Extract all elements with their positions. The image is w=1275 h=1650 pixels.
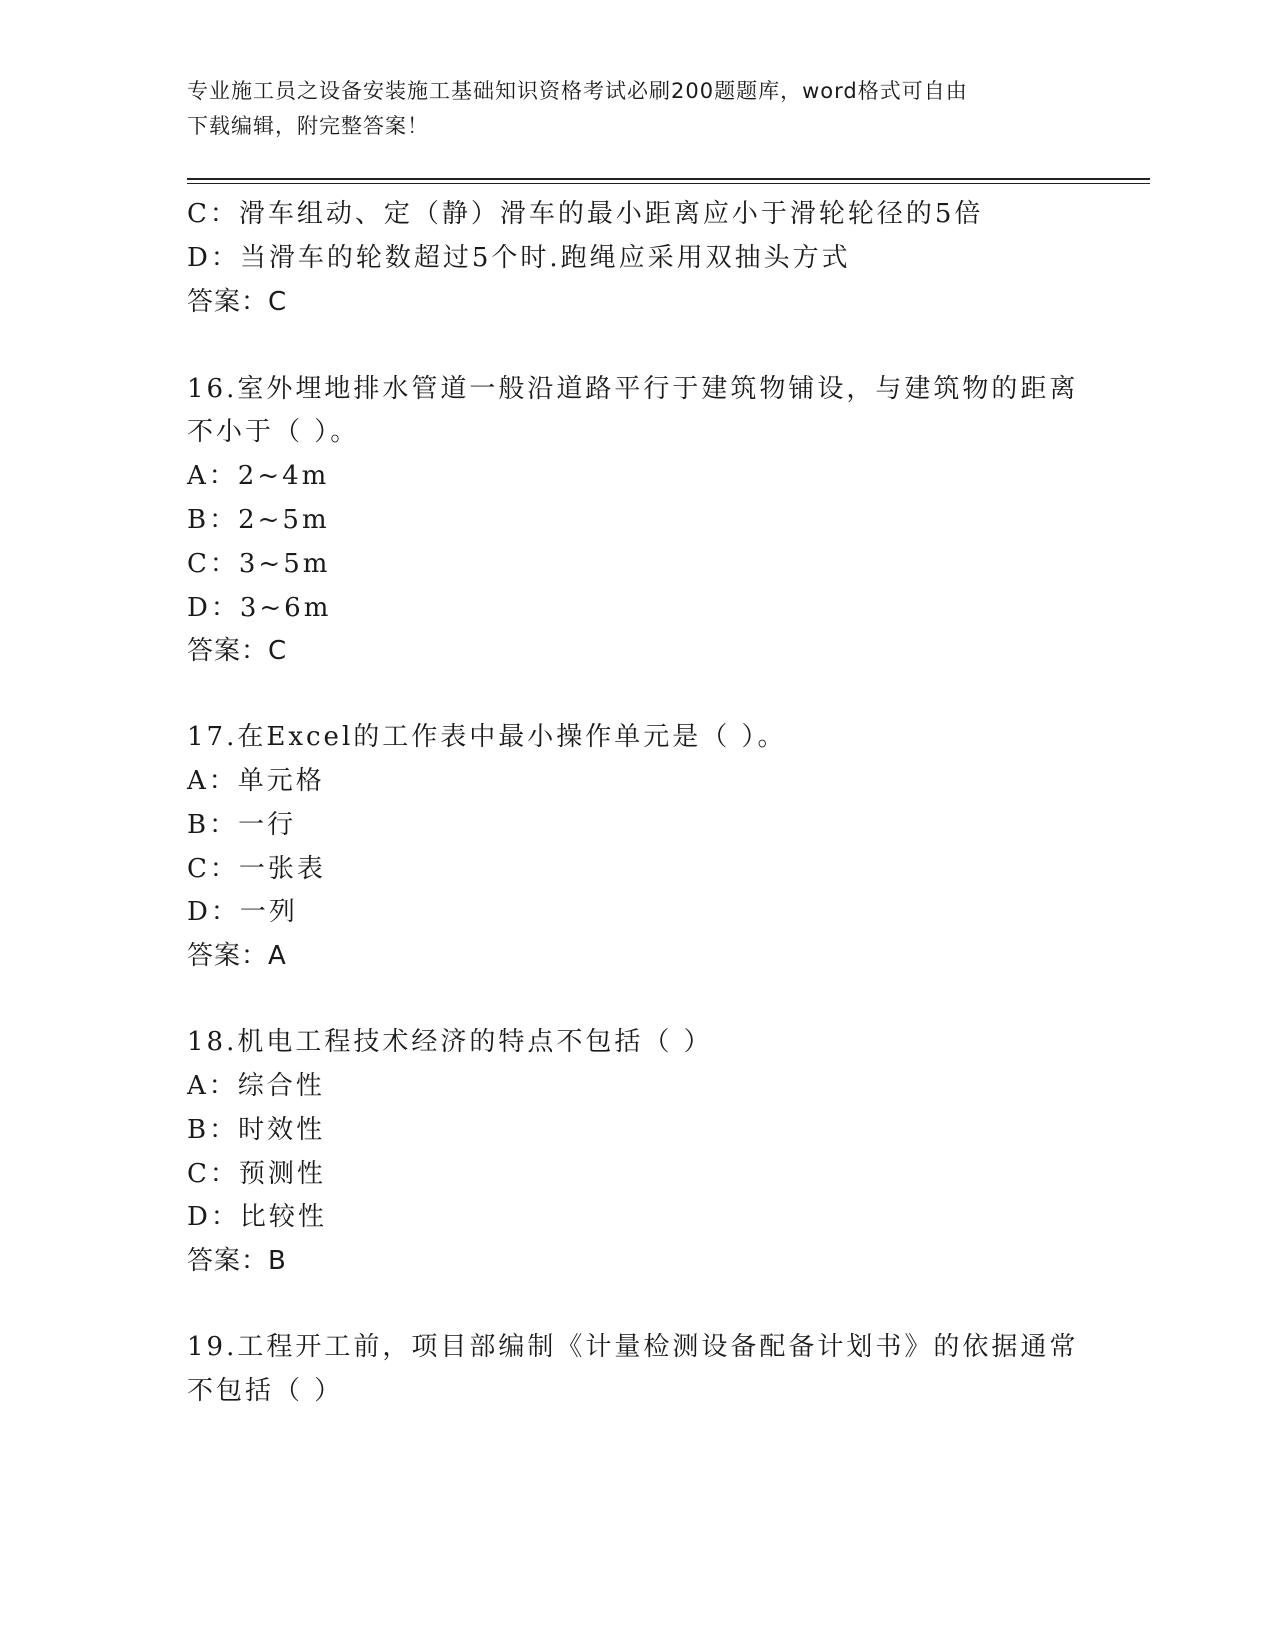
q17-option-c: C：一张表 xyxy=(187,854,326,884)
q17-option-d: D：一列 xyxy=(187,897,298,927)
q18-option-d: D：比较性 xyxy=(187,1202,327,1232)
q18-stem-line-1: 18.机电工程技术经济的特点不包括（ ） xyxy=(187,1027,713,1057)
header-line-1: 专业施工员之设备安装施工基础知识资格考试必刷200题题库，word格式可自由 xyxy=(187,79,968,103)
q16-stem-line-1: 16.室外埋地排水管道一般沿道路平行于建筑物铺设，与建筑物的距离 xyxy=(187,374,1079,404)
q18-option-c: C：预测性 xyxy=(187,1159,326,1189)
q17-stem-line-1: 17.在Excel的工作表中最小操作单元是（ ）。 xyxy=(187,722,787,752)
header-rule-thick xyxy=(187,178,1150,180)
q17-answer: 答案：A xyxy=(187,941,287,971)
q17-option-b: B：一行 xyxy=(187,810,297,840)
q16-stem-line-2: 不小于（ ）。 xyxy=(187,417,360,447)
q16-option-b: B：2~5m xyxy=(187,505,330,535)
q15-answer: 答案：C xyxy=(187,287,288,317)
q18-option-a: A：综合性 xyxy=(187,1071,325,1101)
q16-answer: 答案：C xyxy=(187,636,288,666)
q16-option-a: A：2~4m xyxy=(187,461,330,491)
q16-option-c: C：3~5m xyxy=(187,549,331,579)
q18-option-b: B：时效性 xyxy=(187,1115,326,1145)
header-line-2: 下载编辑，附完整答案！ xyxy=(187,114,429,138)
q17-option-a: A：单元格 xyxy=(187,766,325,796)
document-header xyxy=(187,74,1067,144)
q16-option-d: D：3~6m xyxy=(187,593,332,623)
header-rule-thin xyxy=(187,183,1150,184)
q15-option-c: C：滑车组动、定（静）滑车的最小距离应小于滑轮轮径的5倍 xyxy=(187,199,984,229)
q19-stem-line-1: 19.工程开工前，项目部编制《计量检测设备配备计划书》的依据通常 xyxy=(187,1332,1079,1362)
q18-answer: 答案：B xyxy=(187,1246,287,1276)
q15-option-d: D：当滑车的轮数超过5个时.跑绳应采用双抽头方式 xyxy=(187,243,851,273)
q19-stem-line-2: 不包括（ ） xyxy=(187,1376,344,1406)
